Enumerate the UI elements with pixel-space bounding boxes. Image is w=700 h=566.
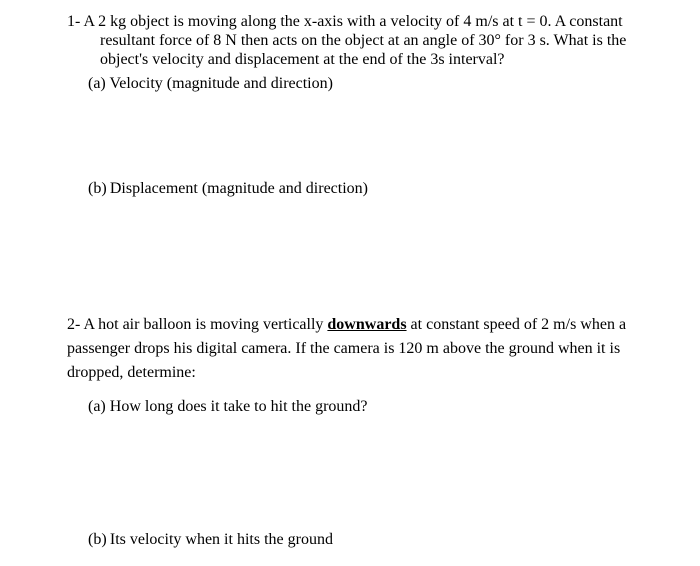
problem-1-statement (67, 12, 687, 69)
problem-2-line-3: dropped, determine: (67, 364, 196, 381)
problem-2-line-2: passenger drops his digital camera. If the camera is 120 m above the ground when it is (67, 340, 621, 357)
problem-1-line-1: 1- A 2 kg object is moving along the x-axis with a velocity of 4 m/s at t = 0. A constant (67, 13, 623, 30)
problem-2-part-b: (b) Its velocity when it hits the ground (88, 531, 333, 548)
problem-1-line-2: resultant force of 8 N then acts on the object at an angle of 30° for 3 s. What is the (100, 32, 627, 49)
problem-2-emphasis-word: downwards (327, 316, 407, 333)
problem-1-part-b: (b) Displacement (magnitude and direction) (88, 180, 368, 197)
problem-2-line-1-start: 2- A hot air balloon is moving vertically (67, 316, 328, 333)
problem-1-line-3: object's velocity and displacement at the end of the 3s interval? (100, 51, 505, 68)
problem-2-line-1 (67, 313, 687, 337)
problem-2-line-1-end: at constant speed of 2 m/s when a (406, 316, 627, 333)
problem-1-part-a: (a) Velocity (magnitude and direction) (88, 75, 333, 92)
problem-2-statement (67, 313, 687, 385)
problem-2-part-a: (a) How long does it take to hit the ground? (88, 398, 368, 415)
